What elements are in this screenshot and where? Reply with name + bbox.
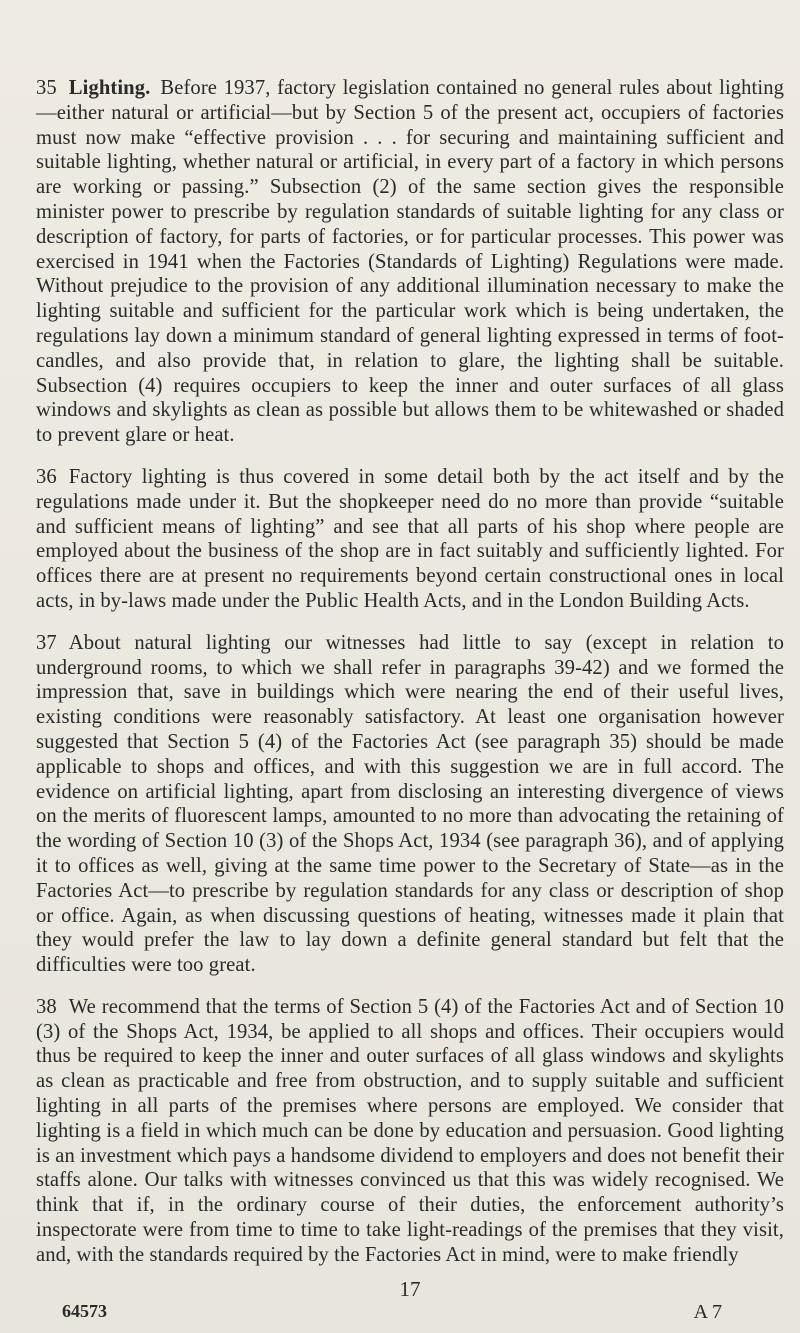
signature-mark: A 7 [693,1300,722,1323]
page-number: 17 [399,1276,421,1301]
paragraph-number: 37 [36,631,57,654]
paragraph-number: 38 [36,995,57,1018]
paragraph-text: Factory lighting is thus covered in some detail both by the act itself and by the regulations made under it. But the shopkeeper need do no more than provide “suitable and sufficient means of lighting” and see that all parts of his shop where people are employed about the business of the shop are in fact suitably and sufficiently lighted. For offices there are at present no requirements beyond certain constructional ones in local acts, in by-laws made under the Public Health Acts, and in the London Building Acts. [36,465,784,612]
paragraph-36 [36,465,784,614]
paragraph-text: Before 1937, factory legislation contained no general rules about lighting—either natural or artificial—but by Section 5 of the present act, occupiers of factories must now make “effective provision . . . for securing and maintaining sufficient and suitable lighting, whether natural or artificial, in every part of a factory in which persons are working or passing.” Subsection (2) of the same section gives the responsible minister power to prescribe by regulation standards of suitable lighting for any class or description of factory, for parts of factories, or for particular processes. This power was exercised in 1941 when the Factories (Standards of Lighting) Regulations were made. Without prejudice to the provision of any additional illumination necessary to make the lighting suitable and sufficient for the particular work which is being undertaken, the regulations lay down a minimum standard of general lighting expressed in terms of foot-candles, and also provide that, in relation to glare, the lighting shall be suitable. Subsection (4) requires occupiers to keep the inner and outer surfaces of all glass windows and skylights as clean as possible but allows them to be whitewashed or shaded to prevent glare or heat. [36,77,784,447]
paragraph-number: 36 [36,465,57,488]
paragraph-number: 35 [36,77,57,99]
paragraph-heading: Lighting. [68,77,151,99]
paragraph-38 [36,995,784,1268]
print-code: 64573 [62,1300,107,1321]
paragraph-text: About natural lighting our witnesses had little to say (except in relation to underground rooms, to which we shall refer in paragraphs 39-42) and we formed the impression that, save in buildings which were nearing the end of their useful lives, existing conditions were reasonably satisfactory. At least one organisation however suggested that Section 5 (4) of the Factories Act (see paragraph 35) should be made applicable to shops and offices, and with this suggestion we are in full accord. The evidence on artificial lighting, apart from disclosing an interesting divergence of views on the merits of fluorescent lamps, amounted to no more than advocating the retaining of the wording of Section 10 (3) of the Shops Act, 1934 (see paragraph 36), and of applying it to offices as well, giving at the same time power to the Secretary of State—as in the Factories Act—to prescribe by regulation standards for any class or description of shop or office. Again, as when discussing questions of heating, witnesses made it plain that they would prefer the law to lay down a definite general standard but felt that the difficulties were too great. [36,631,784,977]
paragraph-37 [36,631,784,978]
paragraph-35 [36,76,784,448]
page-footer [36,1301,784,1327]
paragraph-text: We recommend that the terms of Section 5 (4) of the Factories Act and of Section 10 (3) of the Shops Act, 1934, be applied to all shops and offices. Their occupiers would thus be required to keep the inner and outer surfaces of all glass windows and skylights as clean as practicable and free from obstruction, and to supply suitable and sufficient lighting in all parts of the premises where persons are employed. We consider that lighting is a field in which much can be done by education and persuasion. Good lighting is an investment which pays a handsome dividend to employers and does not benefit their staffs alone. Our talks with witnesses convinced us that this was widely recognised. We think that if, in the ordinary course of their duties, the enforcement authority’s inspectorate were from time to time to take light-readings of the premises that they visit, and, with the standards required by the Factories Act in mind, were to make friendly [36,995,784,1266]
